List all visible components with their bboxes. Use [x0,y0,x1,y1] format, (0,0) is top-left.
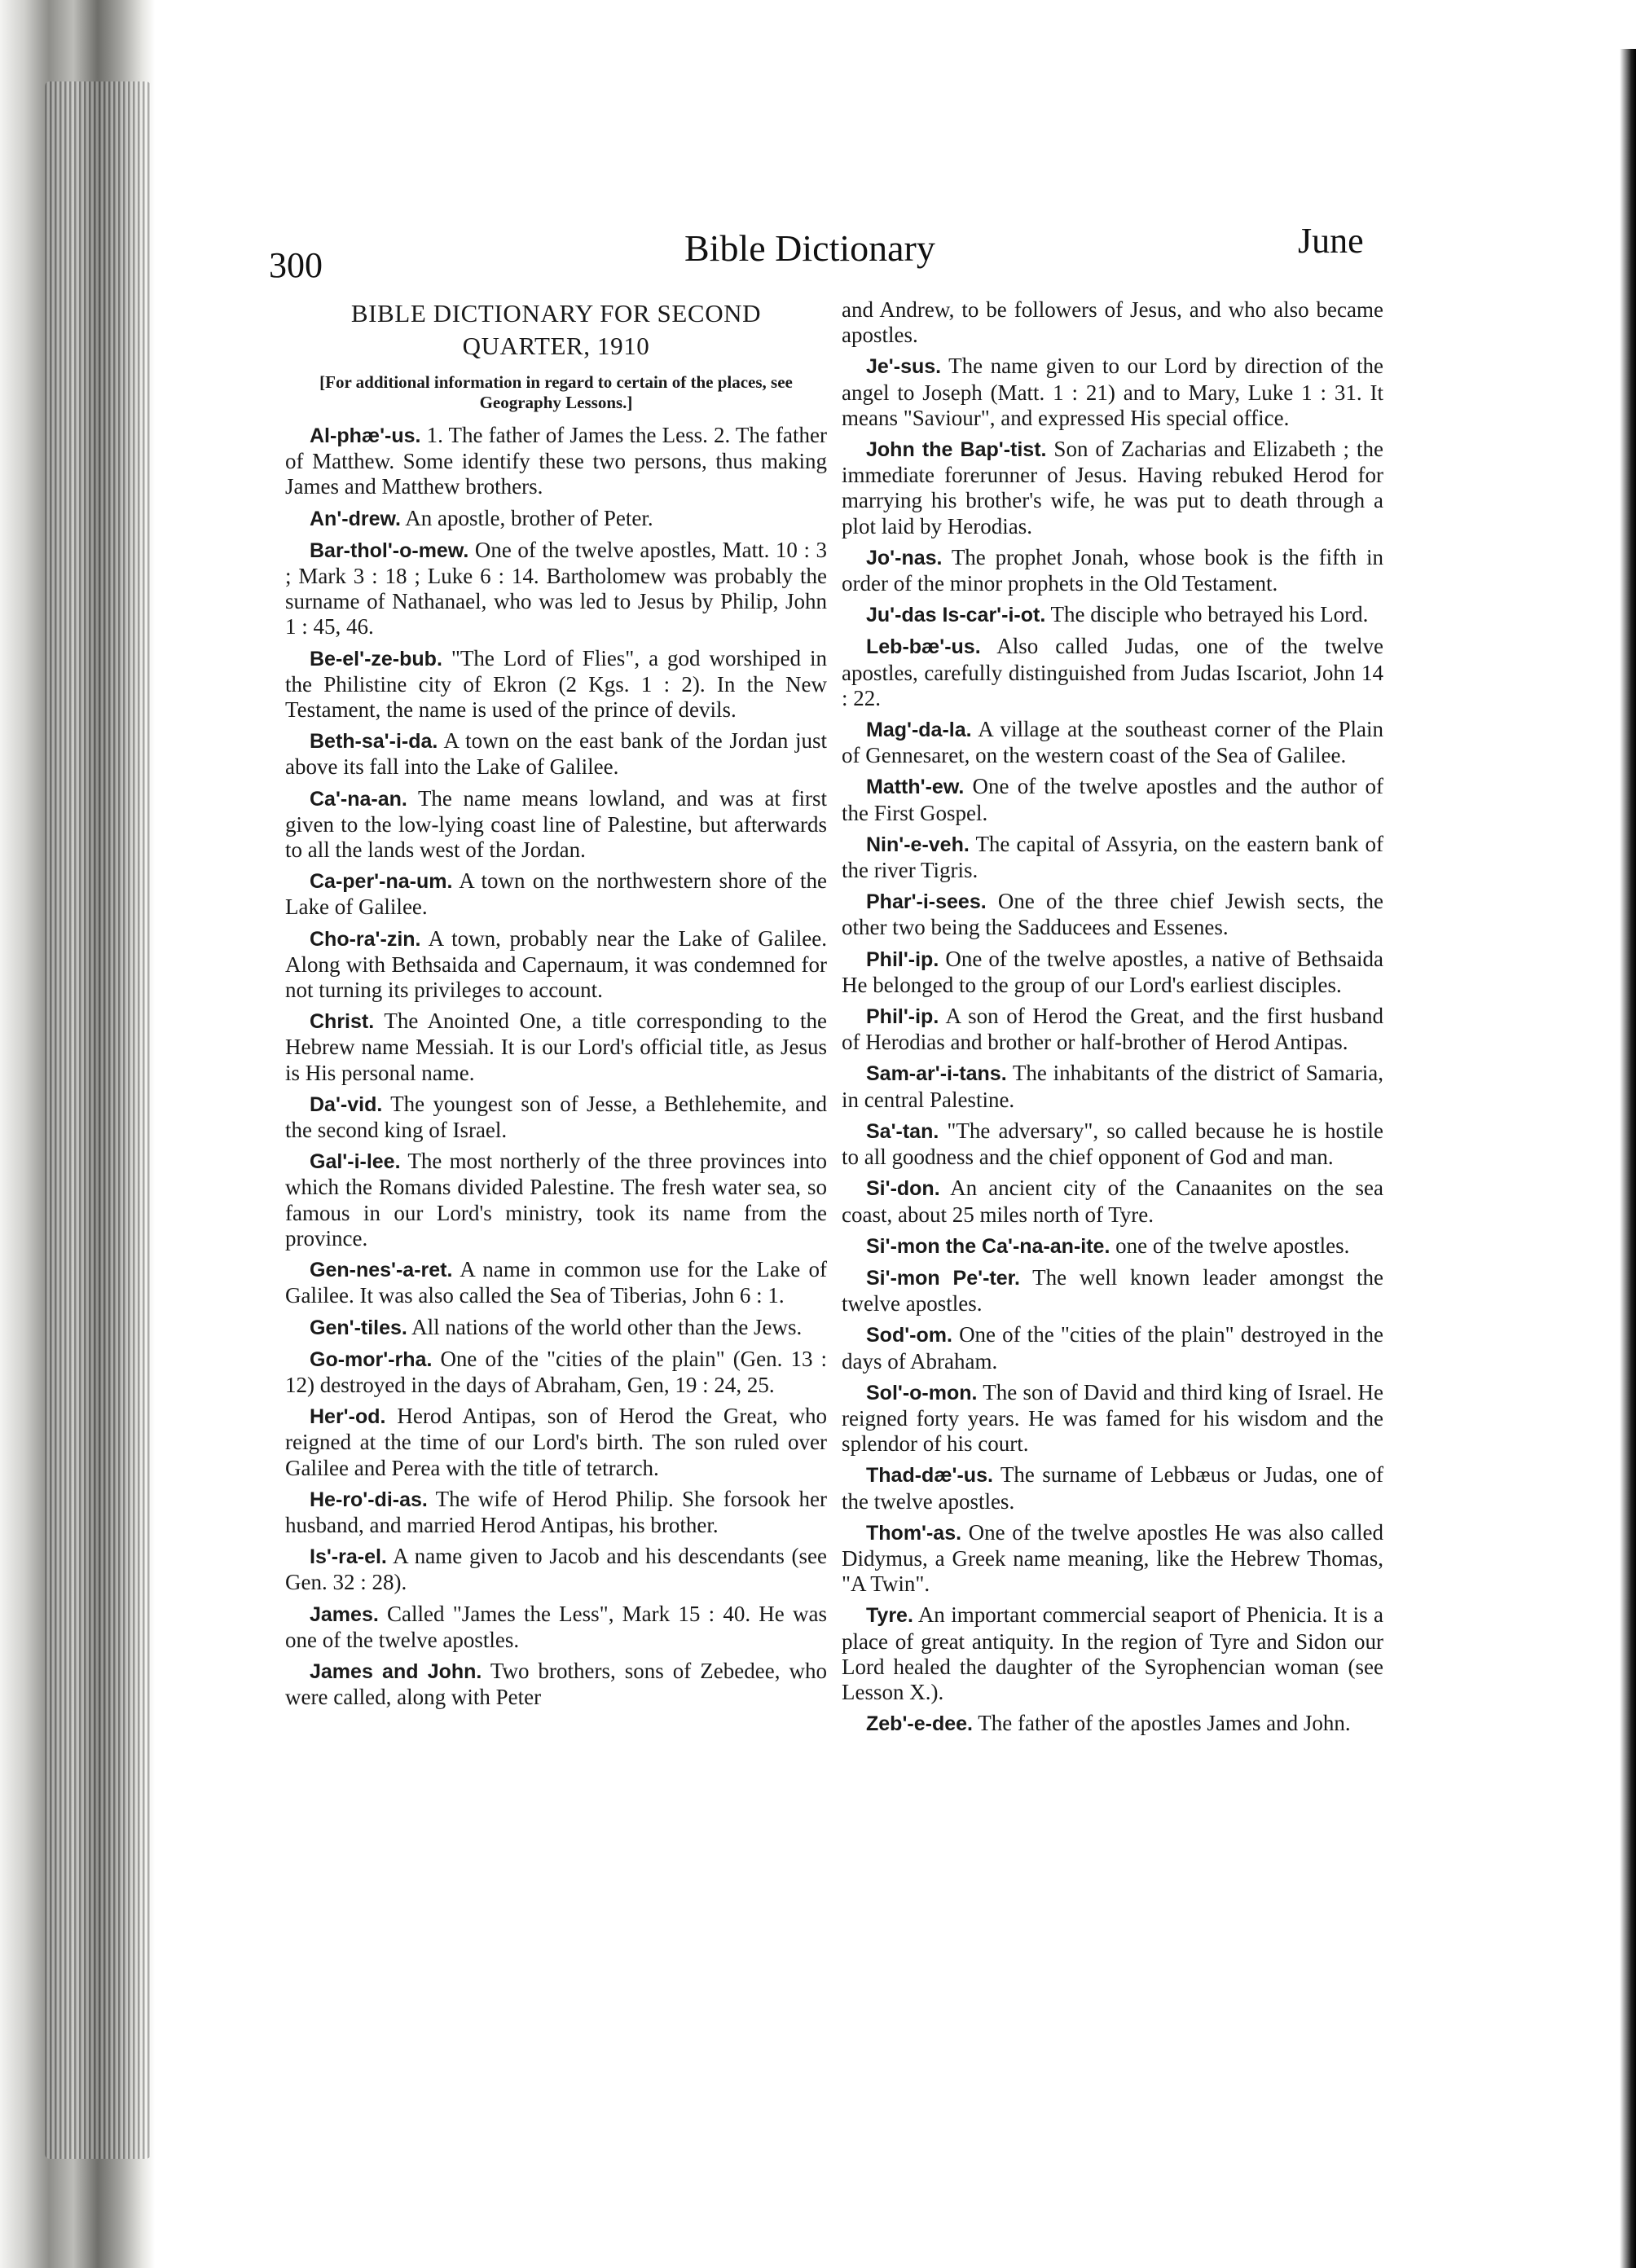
entry-term: Thad-dæ'-us. [866,1464,993,1488]
entry-term: Sa'-tan. [866,1119,939,1143]
entry-definition: The Anointed One, a title corresponding to the Hebrew name Messiah. It is our Lord's official title, as Jesus is His personal name. [285,1009,828,1085]
dictionary-entry [842,717,1383,768]
entry-term: Mag'-da-la. [866,719,972,742]
entry-definition: 1. The father of James the Less. 2. The father of Matthew. Some identify these two persons, thus making James and Matthew brothers. [285,423,827,499]
dictionary-entry [842,1462,1383,1514]
facing-page-edge [1620,49,1636,2268]
entry-term: Ju'-das Is-car'-i-ot. [866,604,1046,627]
entry-term: Phil'-ip. [866,1005,939,1029]
dictionary-entry [842,1119,1383,1170]
right-column [842,297,1383,1743]
entry-term: Thom'-as. [866,1521,962,1545]
dictionary-entry [285,1009,827,1086]
entry-definition: A town on the northwestern shore of the Lake of Galilee. [285,868,827,920]
dictionary-entry [842,1061,1383,1112]
entry-term: Sam-ar'-i-tans. [866,1062,1007,1086]
entry-definition: The name given to our Lord by direction of the angel to Joseph (Matt. 1 : 21) and to Mary, Luke 1 : 31. It means "Saviour", and expressed His special office. [842,354,1383,430]
entry-term: Phil'-ip. [866,947,939,971]
entry-definition: one of the twelve apostles. [1115,1233,1350,1258]
entry-definition: All nations of the world other than the Jews. [411,1314,803,1339]
entry-definition: An apostle, brother of Peter. [405,505,653,530]
entry-term: Gen'-tiles. [310,1316,407,1339]
entry-definition: One of the three chief Jewish sects, the other two being the Sadducees and Essenes. [842,889,1383,940]
entry-definition: Called "James the Less", Mark 15 : 40. He was one of the twelve apostles. [285,1601,827,1652]
entry-term: Zeb'-e-dee. [866,1712,973,1736]
entry-definition: The well known leader amongst the twelve apostles. [842,1264,1384,1316]
entry-definition: A town, probably near the Lake of Galilee. Along with Bethsaida and Capernaum, it was condemned for not turning its privileges to account. [285,925,827,1003]
page-number: 300 [269,245,323,285]
right-entry-list [842,354,1383,1737]
entry-definition: Son of Zacharias and Elizabeth ; the immediate forerunner of Jesus. Having rebuked Herod for marrying his brother's wife, he was put to death through a plot laid by Herodias. [842,437,1383,538]
entry-definition: A village at the southeast corner of the Plain of Gennesaret, on the western coast of the Sea of Galilee. [842,717,1383,768]
entry-term: Je'-sus. [866,355,942,379]
entry-term: Go-mor'-rha. [310,1347,433,1371]
dictionary-entry [842,1233,1383,1259]
entry-term: Bar-thol'-o-mew. [310,538,469,562]
dictionary-entry [285,728,827,780]
entry-term: Si'-mon the Ca'-na-an-ite. [866,1234,1110,1258]
dictionary-entry [285,1659,827,1710]
dictionary-entry [842,1520,1383,1598]
entry-definition: A town on the east bank of the Jordan just above its fall into the Lake of Galilee. [285,728,827,780]
entry-term: Tyre. [866,1604,913,1628]
entry-term: James. [310,1602,379,1626]
dictionary-entry [842,437,1383,539]
entry-definition: The disciple who betrayed his Lord. [1050,602,1369,627]
entry-definition: An ancient city of the Canaanites on the sea coast, about 25 miles north of Tyre. [842,1176,1383,1227]
entry-term: Ca'-na-an. [310,787,407,811]
geography-note: [For additional information in regard to certain of the places, see Geography Lessons.] [319,372,793,412]
entry-definition: An important commercial seaport of Phenicia. It is a place of great antiquity. In the region of Tyre and Sidon our Lord healed the daughter of the Syrophencian woman (see Lesson X.). [842,1602,1384,1704]
dictionary-entry [842,1004,1383,1055]
dictionary-entry [842,1322,1383,1374]
book-binding-edge [0,0,155,2268]
left-column [285,297,827,1716]
dictionary-entry [842,1602,1383,1705]
entry-definition: The father of the apostles James and John. [978,1711,1351,1736]
entry-term: Ca-per'-na-um. [310,870,453,894]
dictionary-entry [285,1149,827,1251]
dictionary-entry [285,1404,827,1481]
entry-term: Si'-mon Pe'-ter. [866,1266,1020,1290]
entry-definition: The prophet Jonah, whose book is the fifth in order of the minor prophets in the Old Testament. [842,544,1383,596]
page-stack-edges [45,81,151,2159]
entry-definition: Two brothers, sons of Zebedee, who were called, along with Peter [285,1658,827,1710]
dictionary-entry [285,926,827,1004]
entry-definition: The capital of Assyria, on the eastern bank of the river Tigris. [842,831,1383,883]
entry-term: John the Bap'-tist. [866,438,1047,462]
entry-term: He-ro'-di-as. [310,1488,428,1511]
entry-definition: The name means lowland, and was at first given to the low-lying coast line of Palestine, but afterwards to all the lands west of the Jordan. [285,785,827,863]
running-header [0,220,1636,285]
entry-definition: The son of David and third king of Israel. He reigned forty years. He was famed for his wisdom and the splendor of his court. [842,1379,1383,1457]
entry-definition: Also called Judas, one of the twelve apostles, carefully distinguished from Judas Iscariot, John 14 : 22. [842,634,1384,710]
entry-term: Matth'-ew. [866,776,965,799]
dictionary-entry [842,889,1383,940]
entry-term: Sod'-om. [866,1324,952,1347]
entry-term: Nin'-e-veh. [866,833,970,856]
dictionary-entry [842,1380,1383,1457]
entry-term: Leb-bæ'-us. [866,635,981,659]
dictionary-entry [842,774,1383,825]
entry-term: Phar'-i-sees. [866,890,987,914]
dictionary-entry [285,1602,827,1653]
entry-term: Is'-ra-el. [310,1545,387,1569]
entry-definition: One of the twelve apostles, a native of Bethsaida He belonged to the group of our Lord's earliest disciples. [842,946,1383,997]
entry-term: Christ. [310,1010,375,1034]
dictionary-entry [285,868,827,920]
entry-definition: One of the twelve apostles, Matt. 10 : 3 ; Mark 3 : 18 ; Luke 6 : 14. Bartholomew was probably the surname of Nathanael, who was led to Jesus by Philip, John 1 : 45, 46. [285,537,827,640]
dictionary-entry [842,354,1383,431]
entry-definition: The most northerly of the three provinces into which the Romans divided Palestine. The fresh water sea, so famous in our Lord's ministry, took its name from the province. [285,1149,827,1250]
entry-definition: A son of Herod the Great, and the first husband of Herodias and brother or half-brother of Herod Antipas. [842,1004,1383,1055]
entry-definition: A name given to Jacob and his descendants (see Gen. 32 : 28). [285,1544,827,1595]
entry-definition: The wife of Herod Philip. She forsook her husband, and married Herod Antipas, his brother. [285,1486,827,1537]
entry-definition: "The adversary", so called because he is hostile to all goodness and the chief opponent of God and man. [842,1118,1383,1170]
entry-term: James and John. [310,1659,482,1683]
entry-definition: "The Lord of Flies", a god worshiped in the Philistine city of Ekron (2 Kgs. 1 : 2). In the New Testament, the name is used of the prince of devils. [285,645,827,723]
entry-term: Gen-nes'-a-ret. [310,1259,453,1282]
entry-term: Gal'-i-lee. [310,1150,401,1174]
section-heading: BIBLE DICTIONARY FOR SECOND QUARTER, 1910 [350,299,762,360]
dictionary-entry [285,1092,827,1143]
dictionary-entry [842,602,1383,628]
entry-term: Cho-ra'-zin. [310,927,421,951]
dictionary-entry [285,1347,827,1398]
entry-term: Beth-sa'-i-da. [310,730,438,754]
entry-term: An'-drew. [310,507,401,530]
entry-definition: One of the "cities of the plain" destroyed in the days of Abraham. [842,1322,1384,1374]
entry-term: Her'-od. [310,1405,386,1429]
entry-definition: The youngest son of Jesse, a Bethlehemite, and the second king of Israel. [285,1091,827,1143]
dictionary-entry [842,545,1383,596]
entry-term: Al-phæ'-us. [310,424,421,447]
entry-definition: The surname of Lebbæus or Judas, one of the twelve apostles. [842,1462,1383,1514]
dictionary-entry [842,1176,1383,1227]
entry-term: Si'-don. [866,1177,940,1201]
dictionary-entry [285,423,827,500]
entry-definition: A name in common use for the Lake of Galilee. It was also called the Sea of Tiberias, John 6 : 1. [285,1257,827,1308]
dictionary-entry [285,1544,827,1595]
month-label: June [1298,221,1364,261]
dictionary-entry [285,506,827,532]
entry-definition: The inhabitants of the district of Samaria, in central Palestine. [842,1061,1383,1112]
dictionary-entry [285,538,827,640]
entry-term: Jo'-nas. [866,546,943,569]
dictionary-entry [842,947,1383,998]
entry-definition: One of the twelve apostles and the author of the First Gospel. [842,774,1384,825]
dictionary-entry [842,832,1383,883]
left-entry-list [285,423,827,1710]
dictionary-entry [842,1265,1383,1316]
running-title: Bible Dictionary [684,227,935,269]
entry-term: Sol'-o-mon. [866,1381,978,1404]
dictionary-entry [285,786,827,864]
entry-term: Be-el'-ze-bub. [310,647,442,670]
dictionary-entry [285,1315,827,1341]
entry-definition: One of the "cities of the plain" (Gen. 13 : 12) destroyed in the days of Abraham, Gen, 19 : 24, 25. [285,1346,828,1397]
continued-entry-text: and Andrew, to be followers of Jesus, and who also became apostles. [842,297,1383,348]
dictionary-entry [285,646,827,723]
dictionary-entry [842,1711,1383,1737]
dictionary-entry [285,1257,827,1308]
entry-definition: Herod Antipas, son of Herod the Great, who reigned at the time of our Lord's birth. The son ruled over Galilee and Perea with the title of tetrarch. [285,1404,827,1480]
entry-term: Da'-vid. [310,1092,383,1116]
dictionary-entry [285,1487,827,1538]
entry-definition: One of the twelve apostles He was also called Didymus, a Greek name meaning, like the Hebrew Thomas, "A Twin". [842,1519,1384,1597]
dictionary-entry [842,634,1383,711]
